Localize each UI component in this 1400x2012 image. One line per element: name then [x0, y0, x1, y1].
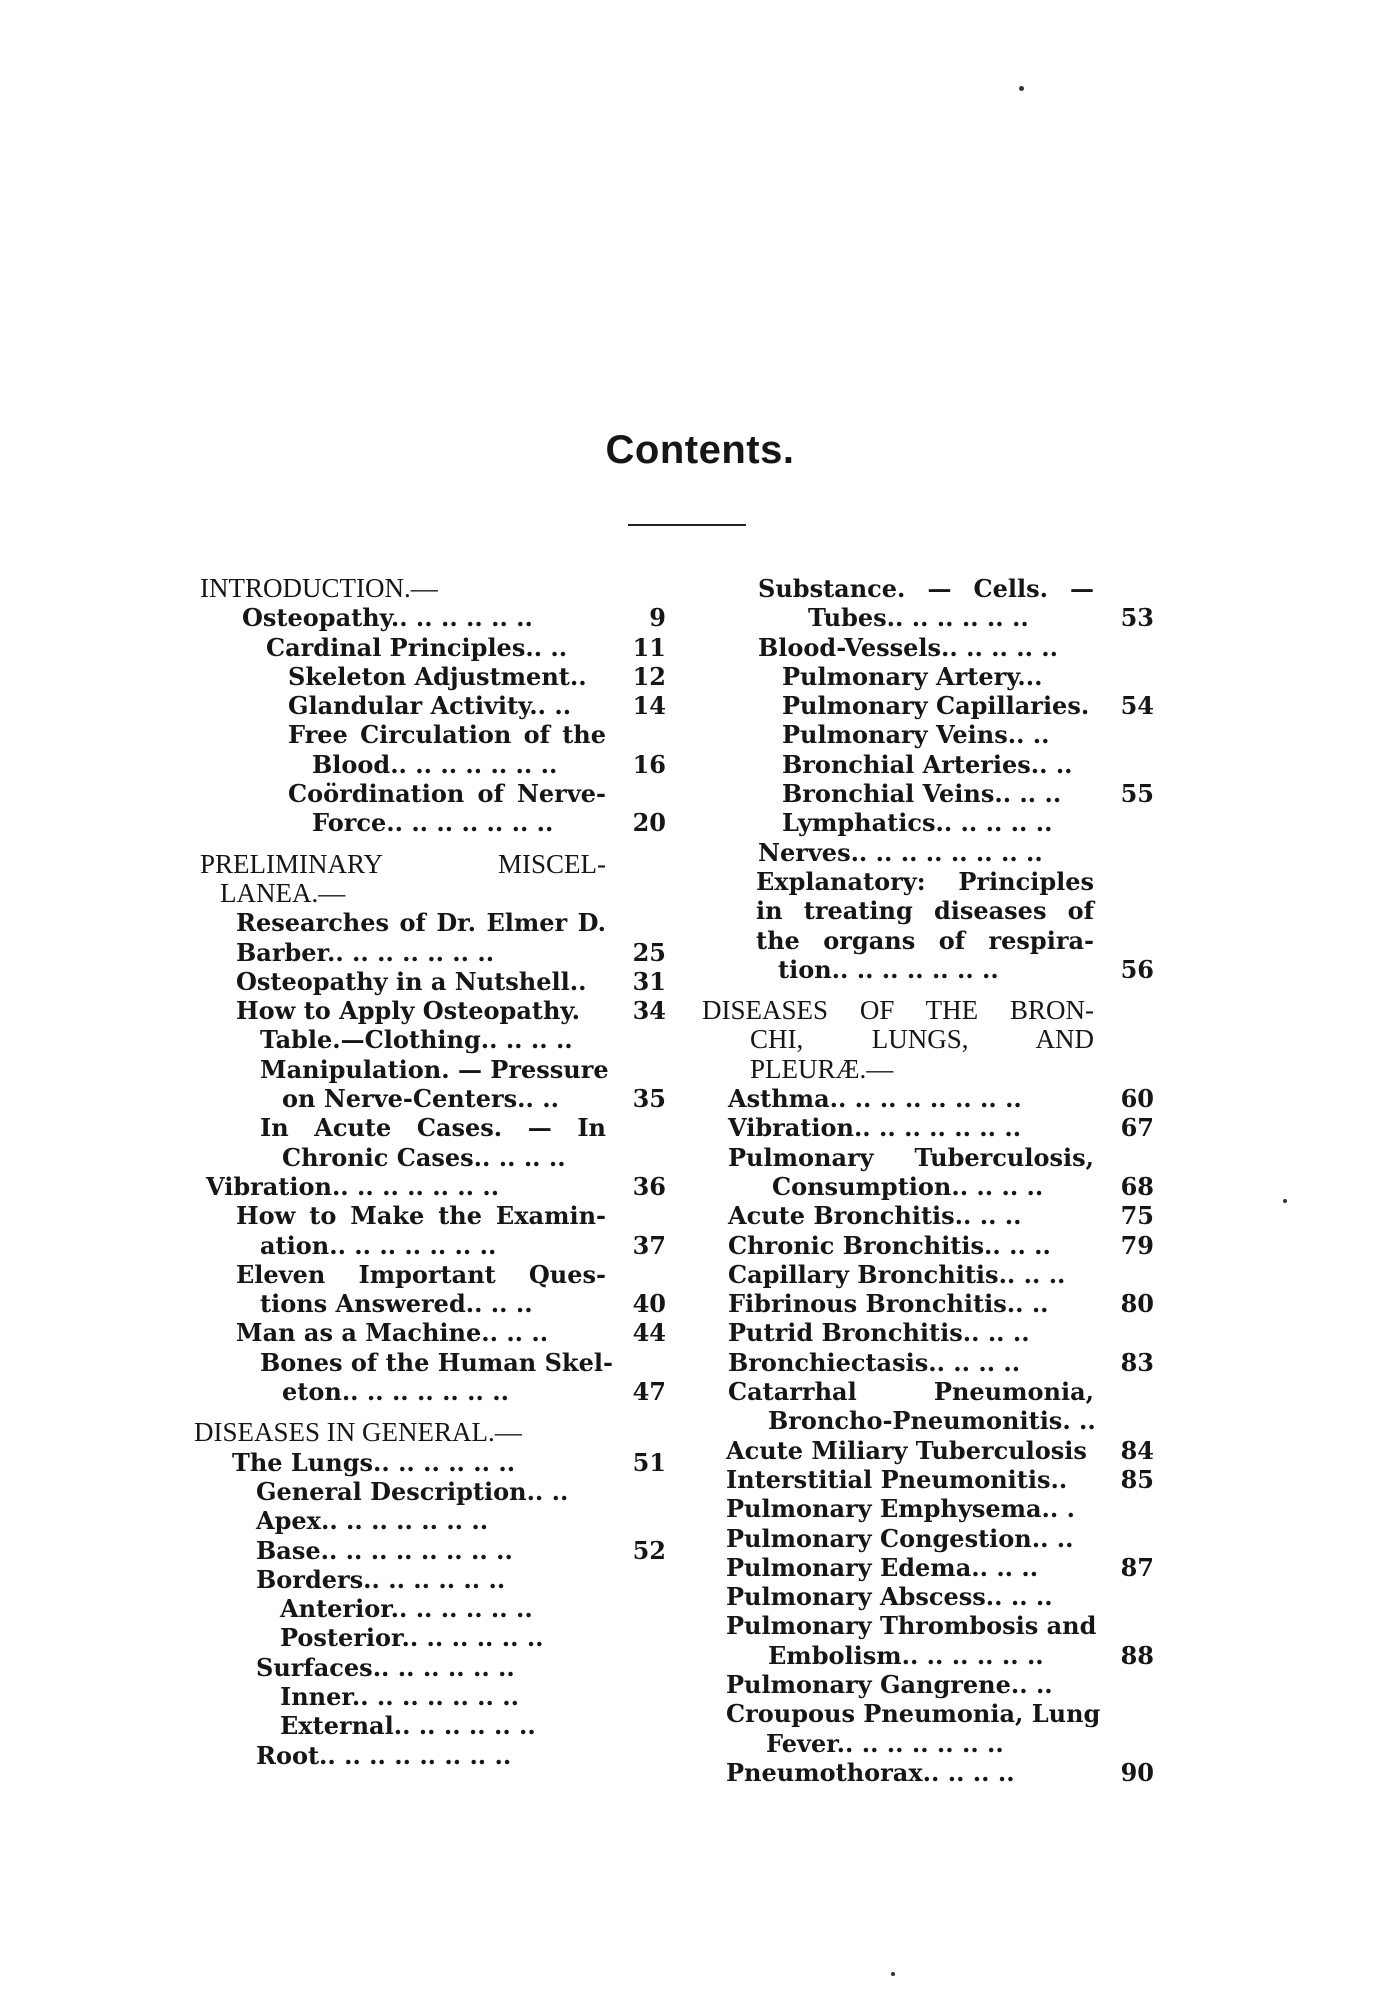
toc-page-number: 83: [1120, 1347, 1154, 1377]
toc-entry-text: Capillary Bronchitis.. .. ..: [728, 1259, 1066, 1289]
toc-page-number: 16: [632, 749, 666, 779]
toc-entry: [702, 779, 1154, 808]
toc-entry: [702, 1201, 1154, 1230]
toc-entry-text: Bronchial Arteries.. ..: [782, 749, 1073, 779]
toc-entry-text: Root.. .. .. .. .. .. .. ..: [256, 1740, 512, 1770]
toc-entry-text: Glandular Activity.. ..: [288, 691, 572, 721]
toc-entry-text: Eleven Important Ques-: [236, 1259, 606, 1289]
toc-entry: [206, 1172, 666, 1201]
toc-page-number: 54: [1120, 691, 1154, 721]
toc-entry-text: Bronchial Veins.. .. ..: [782, 779, 1062, 809]
toc-entry: [702, 996, 1154, 1025]
toc-entry-text: Free Circulation of the: [288, 720, 606, 750]
toc-entry: [702, 1172, 1154, 1201]
toc-entry: [702, 1348, 1154, 1377]
toc-entry: [702, 838, 1154, 867]
toc-entry-text: Coördination of Nerve-: [288, 779, 606, 809]
toc-entry-text: INTRODUCTION.—: [200, 573, 438, 603]
toc-entry-text: How to Apply Osteopathy.: [236, 996, 580, 1026]
scan-speck: [891, 1972, 895, 1976]
toc-entry: [206, 1025, 666, 1054]
toc-entry: [702, 1553, 1154, 1582]
toc-entry-text: General Description.. ..: [256, 1476, 569, 1506]
toc-page-number: 67: [1120, 1113, 1154, 1143]
toc-entry-text: Pulmonary Gangrene.. ..: [726, 1669, 1053, 1699]
toc-entry-text: Chronic Bronchitis.. .. ..: [728, 1230, 1051, 1260]
toc-entry-text: How to Make the Examin-: [236, 1201, 606, 1231]
toc-entry-text: Osteopathy.. .. .. .. .. ..: [242, 603, 533, 633]
toc-page-number: 52: [632, 1535, 666, 1565]
toc-entry: [702, 1582, 1154, 1611]
title-rule: [628, 524, 746, 526]
toc-entry-text: In Acute Cases. — In: [260, 1113, 606, 1143]
toc-entry-text: Force.. .. .. .. .. .. ..: [312, 808, 554, 838]
toc-entry-text: Anterior.. .. .. .. .. ..: [280, 1594, 533, 1624]
toc-entry-text: The Lungs.. .. .. .. .. ..: [232, 1447, 516, 1477]
toc-entry-text: Acute Bronchitis.. .. ..: [728, 1201, 1022, 1231]
toc-entry-text: Pulmonary Emphysema.. .: [726, 1494, 1075, 1524]
toc-page-number: 44: [632, 1318, 666, 1348]
toc-page-number: 80: [1120, 1289, 1154, 1319]
toc-entry-text: Chronic Cases.. .. .. ..: [282, 1142, 566, 1172]
toc-entry-text: Pulmonary Edema.. .. ..: [726, 1552, 1039, 1582]
toc-entry-text: Putrid Bronchitis.. .. ..: [728, 1318, 1030, 1348]
toc-entry-text: tions Answered.. .. ..: [260, 1289, 533, 1319]
toc-entry: [702, 1025, 1154, 1054]
toc-entry: [702, 808, 1154, 837]
toc-page-number: 85: [1120, 1464, 1154, 1494]
toc-entry-text: Bones of the Human Skel-: [260, 1347, 613, 1377]
toc-entry: [702, 1406, 1154, 1435]
toc-entry: [206, 1289, 666, 1318]
toc-entry: [702, 1641, 1154, 1670]
toc-entry-text: Interstitial Pneumonitis..: [726, 1464, 1068, 1494]
toc-entry: [206, 779, 666, 808]
toc-entry: [206, 1536, 666, 1565]
toc-entry: [206, 1448, 666, 1477]
toc-entry-text: Croupous Pneumonia, Lung: [726, 1699, 1101, 1729]
toc-entry: [206, 691, 666, 720]
toc-entry-text: Vibration.. .. .. .. .. .. ..: [728, 1113, 1022, 1143]
toc-entry-text: Tubes.. .. .. .. .. ..: [808, 603, 1029, 633]
toc-entry-text: Barber.. .. .. .. .. .. ..: [236, 937, 495, 967]
toc-page-number: 31: [632, 966, 666, 996]
toc-page-number: 68: [1120, 1171, 1154, 1201]
toc-entry: [702, 633, 1154, 662]
contents-left-column: [194, 573, 666, 1770]
toc-entry: [702, 1055, 1154, 1084]
toc-entry: [206, 1623, 666, 1652]
toc-page-number: 75: [1120, 1201, 1154, 1231]
toc-entry-text: Consumption.. .. .. ..: [772, 1171, 1044, 1201]
toc-page-number: 90: [1120, 1757, 1154, 1787]
toc-entry: [702, 896, 1154, 925]
toc-entry: [206, 1143, 666, 1172]
toc-page-number: 79: [1120, 1230, 1154, 1260]
toc-entry: [702, 1729, 1154, 1758]
toc-entry: [206, 1711, 666, 1740]
toc-entry: [194, 1417, 666, 1448]
toc-entry: [206, 1741, 666, 1770]
toc-entry: [702, 1670, 1154, 1699]
toc-entry-text: Vibration.. .. .. .. .. .. ..: [206, 1171, 500, 1201]
toc-page-number: 53: [1120, 603, 1154, 633]
toc-entry: [702, 1377, 1154, 1406]
toc-entry-text: Fibrinous Bronchitis.. ..: [728, 1289, 1049, 1319]
toc-entry: [200, 848, 666, 879]
toc-entry-text: Broncho-Pneumonitis. ..: [768, 1406, 1096, 1436]
page-title: Contents.: [605, 428, 795, 472]
toc-page-number: 35: [632, 1084, 666, 1114]
toc-page-number: 55: [1120, 779, 1154, 809]
toc-entry: [702, 1318, 1154, 1347]
toc-entry: [702, 1113, 1154, 1142]
toc-entry: [702, 574, 1154, 603]
toc-entry: [206, 750, 666, 779]
toc-entry-text: Catarrhal Pneumonia,: [728, 1377, 1094, 1407]
toc-entry: [206, 720, 666, 749]
toc-entry: [702, 662, 1154, 691]
toc-entry: [702, 867, 1154, 896]
toc-entry-text: Fever.. .. .. .. .. .. ..: [766, 1728, 1004, 1758]
toc-entry: [702, 1289, 1154, 1318]
toc-entry-text: Cardinal Principles.. ..: [266, 632, 568, 662]
toc-entry: [702, 1699, 1154, 1728]
toc-entry-text: ation.. .. .. .. .. .. ..: [260, 1230, 497, 1260]
toc-entry-text: Pulmonary Capillaries.: [782, 691, 1090, 721]
toc-entry: [200, 573, 666, 603]
toc-entry: [702, 750, 1154, 779]
toc-entry: [206, 996, 666, 1025]
toc-page-number: 56: [1120, 954, 1154, 984]
toc-entry-text: Pulmonary Abscess.. .. ..: [726, 1582, 1053, 1612]
toc-entry: [206, 1260, 666, 1289]
toc-page-number: 34: [632, 996, 666, 1026]
toc-entry-text: Pulmonary Artery...: [782, 661, 1043, 691]
toc-entry-text: in treating diseases of: [756, 896, 1094, 926]
toc-page-number: 87: [1120, 1552, 1154, 1582]
toc-entry-text: External.. .. .. .. .. ..: [280, 1711, 536, 1741]
toc-entry: [206, 603, 666, 632]
toc-entry: [206, 633, 666, 662]
toc-entry-text: Asthma.. .. .. .. .. .. .. ..: [728, 1084, 1022, 1114]
toc-entry: [206, 1682, 666, 1711]
toc-entry: [702, 1758, 1154, 1787]
toc-page-number: 36: [632, 1171, 666, 1201]
toc-entry: [206, 1318, 666, 1347]
toc-entry-text: Pulmonary Congestion.. ..: [726, 1523, 1074, 1553]
toc-page-number: 60: [1120, 1084, 1154, 1114]
toc-page-number: 40: [632, 1289, 666, 1319]
toc-entry-text: Blood.. .. .. .. .. .. ..: [312, 749, 558, 779]
toc-entry-text: tion.. .. .. .. .. .. ..: [778, 954, 999, 984]
toc-entry: [206, 1231, 666, 1260]
toc-entry-text: Man as a Machine.. .. ..: [236, 1318, 549, 1348]
toc-page-number: 25: [632, 937, 666, 967]
toc-entry: [206, 967, 666, 996]
toc-entry-text: Acute Miliary Tuberculosis: [726, 1435, 1087, 1465]
toc-entry: [206, 879, 666, 908]
toc-entry: [702, 720, 1154, 749]
toc-entry: [702, 1436, 1154, 1465]
toc-entry: [702, 603, 1154, 632]
toc-entry: [206, 1113, 666, 1142]
toc-entry: [206, 1565, 666, 1594]
toc-entry-text: LANEA.—: [220, 877, 346, 908]
toc-entry-text: CHI, LUNGS, AND: [750, 1024, 1094, 1055]
toc-page-number: 51: [632, 1447, 666, 1477]
toc-entry-text: Surfaces.. .. .. .. .. ..: [256, 1652, 515, 1682]
toc-entry-text: Apex.. .. .. .. .. .. ..: [256, 1506, 489, 1536]
toc-page-number: 47: [632, 1377, 666, 1407]
toc-entry: [206, 1653, 666, 1682]
toc-entry: [702, 1084, 1154, 1113]
toc-entry: [702, 691, 1154, 720]
toc-entry-text: eton.. .. .. .. .. .. ..: [282, 1377, 509, 1407]
contents-right-column: [702, 574, 1154, 1787]
toc-entry-text: Pulmonary Tuberculosis,: [728, 1142, 1094, 1172]
toc-entry: [206, 1377, 666, 1406]
toc-entry-text: Table.—Clothing.. .. .. ..: [260, 1025, 573, 1055]
toc-entry: [206, 808, 666, 837]
toc-entry-text: Embolism.. .. .. .. .. ..: [768, 1640, 1044, 1670]
toc-entry-text: Nerves.. .. .. .. .. .. .. ..: [758, 837, 1043, 867]
toc-entry: [702, 1494, 1154, 1523]
toc-entry: [206, 1084, 666, 1113]
toc-entry-text: Osteopathy in a Nutshell..: [236, 966, 587, 996]
scan-speck: [1019, 86, 1024, 91]
toc-entry-text: Manipulation. — Pressure: [260, 1054, 609, 1084]
toc-entry-text: DISEASES IN GENERAL.—: [194, 1417, 522, 1448]
toc-page-number: 37: [632, 1230, 666, 1260]
toc-page-number: 84: [1120, 1435, 1154, 1465]
toc-entry: [702, 955, 1154, 984]
toc-page-number: 88: [1120, 1640, 1154, 1670]
toc-entry-text: on Nerve-Centers.. ..: [282, 1084, 559, 1114]
toc-entry-text: Base.. .. .. .. .. .. .. ..: [256, 1535, 513, 1565]
toc-entry: [206, 1201, 666, 1230]
toc-entry: [206, 1477, 666, 1506]
toc-entry-text: Bronchiectasis.. .. .. ..: [728, 1347, 1021, 1377]
toc-entry-text: Substance. — Cells. —: [758, 574, 1094, 603]
toc-entry-text: Posterior.. .. .. .. .. ..: [280, 1623, 544, 1653]
toc-entry: [206, 938, 666, 967]
toc-page-number: 11: [632, 632, 666, 662]
toc-page-number: 9: [649, 603, 666, 633]
toc-entry: [206, 1594, 666, 1623]
toc-page-number: 20: [632, 808, 666, 838]
toc-entry: [702, 926, 1154, 955]
toc-entry-text: Skeleton Adjustment..: [288, 661, 587, 691]
toc-entry-text: Lymphatics.. .. .. .. ..: [782, 808, 1053, 838]
toc-entry-text: PLEURÆ.—: [750, 1053, 894, 1084]
toc-entry-text: Pulmonary Thrombosis and: [726, 1611, 1097, 1641]
toc-entry: [702, 1611, 1154, 1640]
toc-entry: [702, 1524, 1154, 1553]
toc-entry-text: Pneumothorax.. .. .. ..: [726, 1757, 1015, 1787]
toc-entry-text: the organs of respira-: [756, 925, 1094, 955]
toc-entry: [702, 1231, 1154, 1260]
toc-page-number: 12: [632, 661, 666, 691]
toc-page-number: 14: [632, 691, 666, 721]
toc-entry-text: Pulmonary Veins.. ..: [782, 720, 1050, 750]
scan-speck: [1283, 1199, 1287, 1203]
toc-entry-text: Inner.. .. .. .. .. .. ..: [280, 1681, 519, 1711]
toc-entry-text: Borders.. .. .. .. .. ..: [256, 1564, 506, 1594]
toc-entry: [702, 1260, 1154, 1289]
toc-entry: [206, 662, 666, 691]
toc-entry: [206, 1055, 666, 1084]
toc-entry: [206, 1506, 666, 1535]
toc-entry: [206, 908, 666, 937]
toc-entry: [702, 1143, 1154, 1172]
toc-entry: [206, 1348, 666, 1377]
toc-entry-text: Blood-Vessels.. .. .. .. ..: [758, 632, 1058, 662]
toc-entry-text: Researches of Dr. Elmer D.: [236, 908, 606, 938]
toc-entry-text: PRELIMINARY MISCEL-: [200, 848, 606, 879]
toc-entry-text: Explanatory: Principles: [756, 866, 1094, 896]
toc-entry: [702, 1465, 1154, 1494]
toc-entry-text: DISEASES OF THE BRON-: [702, 995, 1094, 1026]
